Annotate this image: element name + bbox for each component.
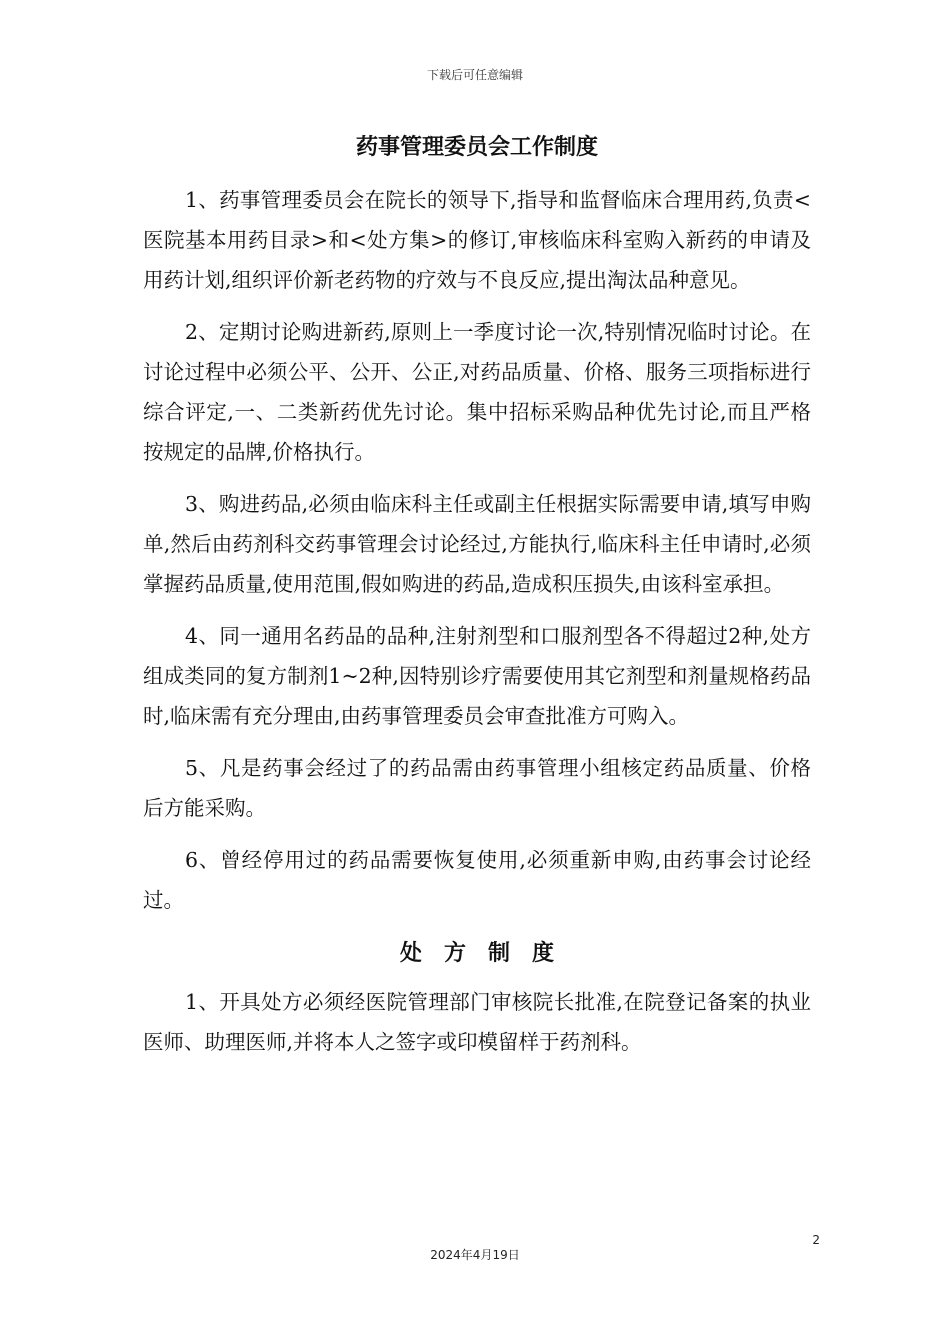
paragraph-3: 3、购进药品,必须由临床科主任或副主任根据实际需要申请,填写申购单,然后由药剂科交药事管理会讨论经过,方能执行,临床科主任申请时,必须掌握药品质量,使用范围,假如购进的药品,造成积压损失,由该科室承担。 <box>143 492 811 596</box>
paragraph-5: 5、凡是药事会经过了的药品需由药事管理小组核定药品质量、价格后方能采购。 <box>143 756 811 820</box>
section-title-prescription: 处方制度 <box>399 941 576 966</box>
header-note: 下载后可任意编辑 <box>426 68 523 82</box>
document-title: 药事管理委员会工作制度 <box>355 135 598 160</box>
paragraph-6: 6、曾经停用过的药品需要恢复使用,必须重新申购,由药事会讨论经过。 <box>143 848 811 912</box>
document-body <box>143 128 811 1074</box>
section2-paragraph-1: 1、开具处方必须经医院管理部门审核院长批准,在院登记备案的执业医师、助理医师,并将本人之签字或印模留样于药剂科。 <box>143 990 811 1054</box>
paragraph-2: 2、定期讨论购进新药,原则上一季度讨论一次,特别情况临时讨论。在讨论过程中必须公平、公开、公正,对药品质量、价格、服务三项指标进行综合评定,一、二类新药优先讨论。集中招标采购品种优先讨论,而且严格按规定的品牌,价格执行。 <box>143 320 811 464</box>
footer-date: 2024年4月19日 <box>430 1248 520 1262</box>
paragraph-1: 1、药事管理委员会在院长的领导下,指导和监督临床合理用药,负责<医院基本用药目录>和<处方集>的修订,审核临床科室购入新药的申请及用药计划,组织评价新老药物的疗效与不良反应,提出淘汰品种意见。 <box>143 188 811 292</box>
page-number: 2 <box>812 1233 820 1247</box>
paragraph-4: 4、同一通用名药品的品种,注射剂型和口服剂型各不得超过2种,处方组成类同的复方制剂1~2种,因特别诊疗需要使用其它剂型和剂量规格药品时,临床需有充分理由,由药事管理委员会审查批准方可购入。 <box>143 624 811 728</box>
